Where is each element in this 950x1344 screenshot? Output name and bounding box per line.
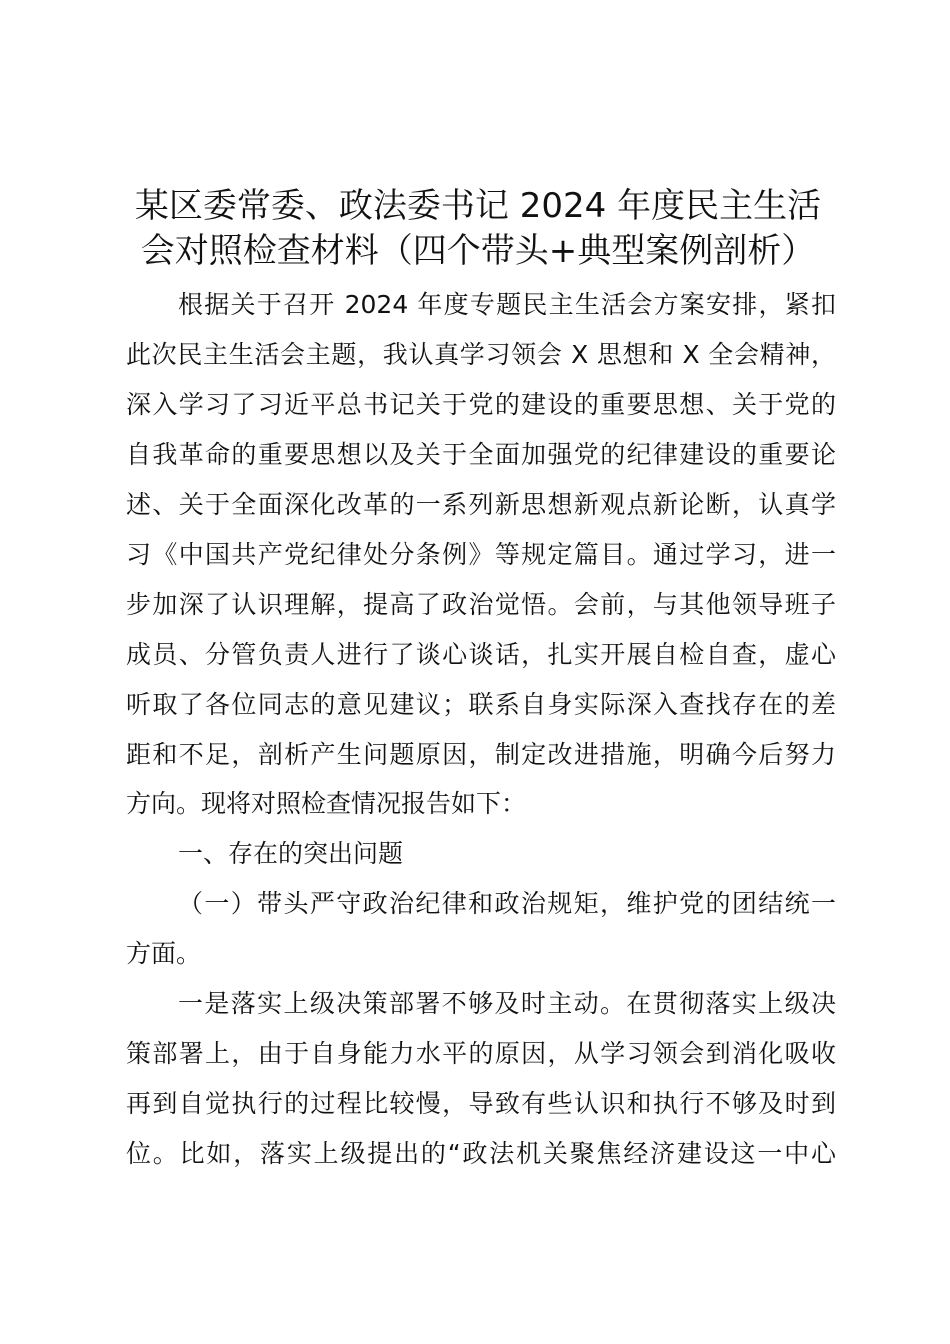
point1-line-2: 策部署上，由于自身能力水平的原因，从学习领会到消化吸收 (126, 1039, 836, 1068)
subsection-line-1: （一）带头严守政治纪律和政治规矩，维护党的团结统一 (178, 889, 836, 918)
document-title (120, 184, 836, 274)
intro-line-6: 习《中国共产党纪律处分条例》等规定篇目。通过学习，进一 (126, 540, 836, 569)
intro-line-2: 此次民主生活会主题，我认真学习领会 X 思想和 X 全会精神， (126, 340, 836, 369)
section-heading-1: 一、存在的突出问题 (178, 839, 404, 868)
intro-line-10: 距和不足，剖析产生问题原因，制定改进措施，明确今后努力 (126, 740, 836, 769)
point1-line-3: 再到自觉执行的过程比较慢，导致有些认识和执行不够及时到 (126, 1089, 836, 1118)
subsection-line-2: 方面。 (126, 939, 202, 968)
intro-line-8: 成员、分管负责人进行了谈心谈话，扎实开展自检自查，虚心 (126, 640, 836, 669)
intro-line-9: 听取了各位同志的意见建议；联系自身实际深入查找存在的差 (126, 690, 836, 719)
point1-line-1: 一是落实上级决策部署不够及时主动。在贯彻落实上级决 (178, 989, 836, 1018)
intro-line-11: 方向。现将对照检查情况报告如下： (126, 789, 527, 818)
title-line-2: 会对照检查材料（四个带头+典型案例剖析） (140, 231, 816, 271)
title-line-1: 某区委常委、政法委书记 2024 年度民主生活 (134, 186, 822, 226)
intro-line-4: 自我革命的重要思想以及关于全面加强党的纪律建设的重要论 (126, 440, 836, 469)
intro-line-1: 根据关于召开 2024 年度专题民主生活会方案安排，紧扣 (178, 290, 836, 319)
intro-line-3: 深入学习了习近平总书记关于党的建设的重要思想、关于党的 (126, 390, 836, 419)
intro-line-7: 步加深了认识理解，提高了政治觉悟。会前，与其他领导班子 (126, 590, 836, 619)
point1-line-4: 位。比如，落实上级提出的“政法机关聚焦经济建设这一中心 (126, 1139, 836, 1168)
intro-line-5: 述、关于全面深化改革的一系列新思想新观点新论断，认真学 (126, 490, 836, 519)
